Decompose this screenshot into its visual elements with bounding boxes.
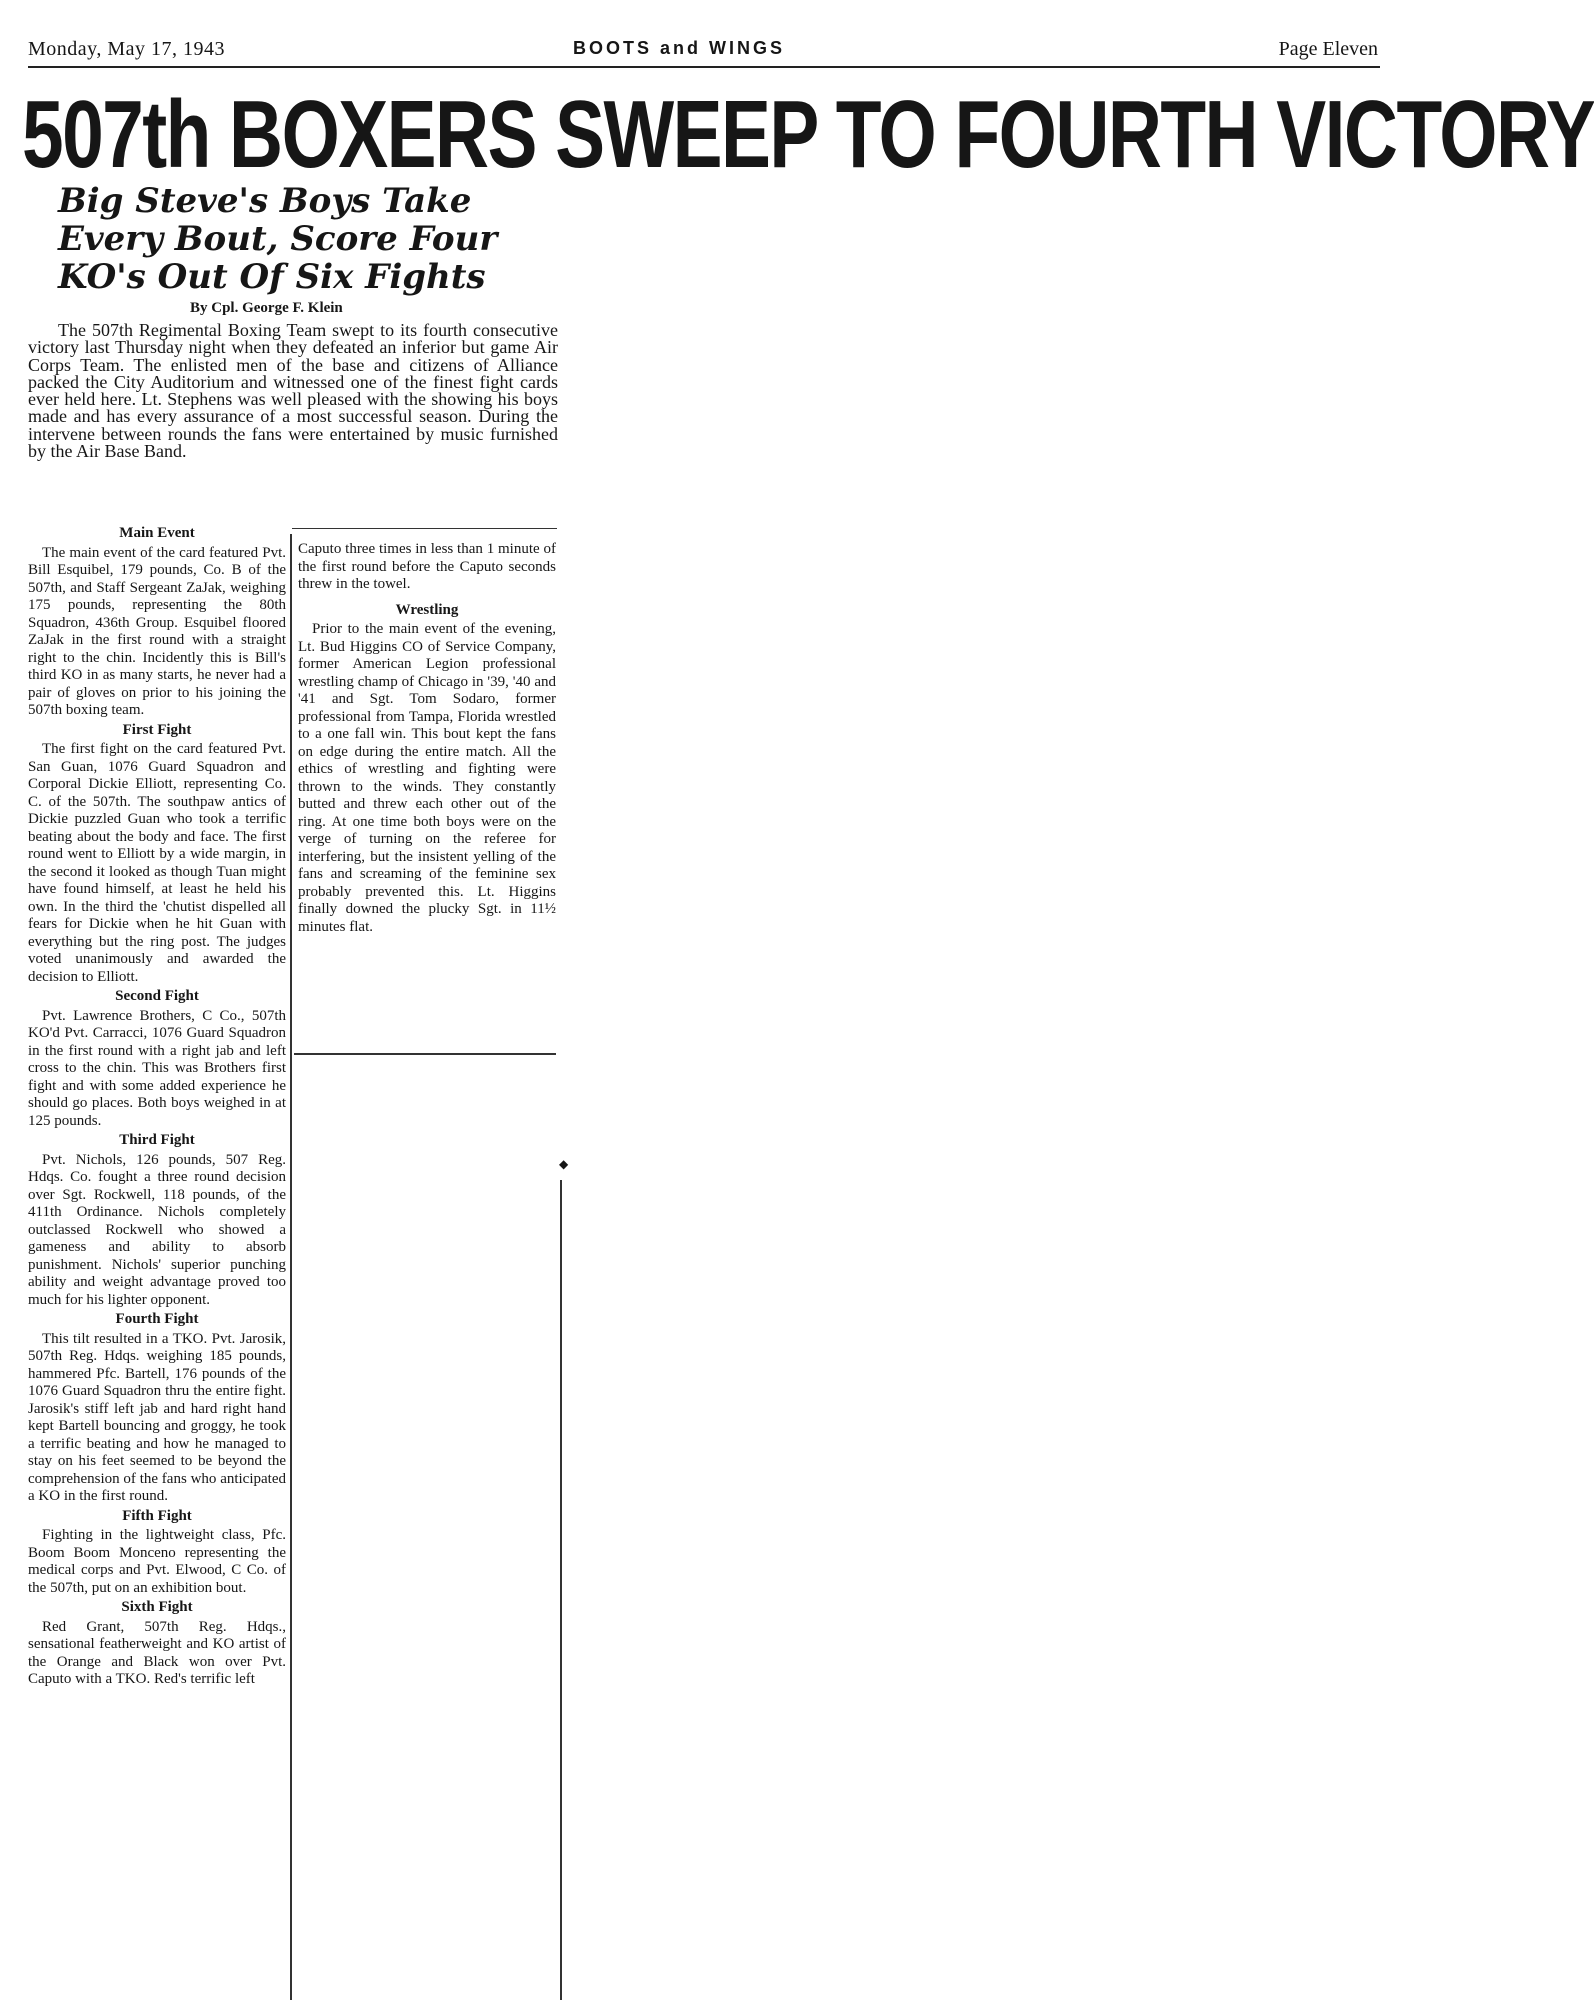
paragraph-fifth-fight: Fighting in the lightweight class, Pfc. Boom Boom Monceno representing the medical corps and Pvt. Elwood, C Co. of the 507th, put on an exhibition bout. [28,1527,286,1596]
paragraph-wrestling: Prior to the main event of the evening, Lt. Bud Higgins CO of Service Company, former American Legion professional wrestling champ of Chicago in '39, '40 and '41 and Sgt. Tom Sodaro, former professional from Tampa, Florida wrestled to a one fall win. This bout kept the fans on edge during the entire match. All the ethics of wrestling and fighting were thrown to the winds. They constantly butted and threw each other out of the ring. At one time both boys were on the verge of turning on the referee for interfering, but the insistent yelling of the fans and screaming of the feminine sex probably prevented this. Lt. Higgins finally downed the plucky Sgt. in 11½ minutes flat. [298,621,556,935]
paragraph-first-fight: The first fight on the card featured Pvt. San Guan, 1076 Guard Squadron and Corporal Dickie Elliott, representing Co. C. of the 507th. The southpaw antics of Dickie puzzled Guan who took a terrific beating about the body and face. The first round went to Elliott by a wide margin, in the second it looked as though Tuan might have found himself, at least he held his own. In the third the 'chutist dispelled all fears for Dickie when he hit Guan with everything but the ring post. The judges voted unanimously and awarded the decision to Elliott. [28,741,286,985]
byline: By Cpl. George F. Klein [190,300,343,316]
deck-line: Every Bout, Score Four [58,219,498,259]
subhead-first-fight: First Fight [122,721,192,738]
subhead-fourth-fight: Fourth Fight [115,1311,199,1327]
paragraph-fourth-fight: This tilt resulted in a TKO. Pvt. Jarosik, 507th Reg. Hdqs. weighing 185 pounds, hammered Pfc. Bartell, 176 pounds of the 1076 Guard Squadron thru the entire fight. Jarosik's stiff left jab and hard right hand kept Bartell bouncing and groggy, he took a terrific beating and how he managed to stay on his feet seemed to be beyond the comprehension of the fans who anticipated a KO in the first round. [28,1330,286,1504]
subhead-fifth-fight: Fifth Fight [122,1507,192,1524]
diamond-ornament-icon: ◆ [559,1157,569,1171]
paragraph-third-fight: Pvt. Nichols, 126 pounds, 507 Reg. Hdqs. Co. fought a three round decision over Sgt. Rockwell, 118 pounds, of the 411th Ordinance. Nichols completely outclassed Rockwell who showed a gameness and ability to absorb punishment. Nichols' superior punching ability and weight advantage proved too much for his lighter opponent. [28,1151,286,1308]
paragraph-sixth-fight-continued: Caputo three times in less than 1 minute of the first round before the Caputo seconds threw in the towel. [298,541,556,592]
deck [58,182,578,296]
masthead [28,38,1378,66]
paragraph-sixth-fight: Red Grant, 507th Reg. Hdqs., sensational featherweight and KO artist of the Orange and Black won over Pvt. Caputo with a TKO. Red's terrific left [28,1618,286,1687]
subhead-sixth-fight: Sixth Fight [121,1599,193,1615]
paper-name: BOOTS and WINGS [573,38,786,58]
page-number: Page Eleven [1278,38,1378,60]
article-column-2 [298,541,556,936]
issue-date: Monday, May 17, 1943 [28,38,226,60]
right-column-rule [560,1180,562,2000]
subhead-second-fight: Second Fight [115,988,199,1004]
column-vertical-rule [290,534,292,2000]
paragraph-main-event: The main event of the card featured Pvt. Bill Esquibel, 179 pounds, Co. B of the 507th, and Staff Sergeant ZaJak, weighing 175 pounds, representing the 80th Squadron, 436th Group. Esquibel floored ZaJak in the first round with a straight right to the chin. Incidently this is Bill's third KO in as many starts, he never had a pair of gloves on prior to his joining the 507th boxing team. [28,544,286,718]
subhead-main-event: Main Event [119,525,195,541]
masthead-rule [28,66,1380,68]
deck-line: Big Steve's Boys Take [58,181,472,221]
paragraph-second-fight: Pvt. Lawrence Brothers, C Co., 507th KO'd Pvt. Carracci, 1076 Guard Squadron in the first round with a right jab and left cross to the chin. This was Brothers first fight and with some added experience he should go places. Both boys weighed in at 125 pounds. [28,1007,286,1129]
subhead-wrestling: Wrestling [395,601,459,618]
column-end-rule [294,1053,556,1055]
column-divider-rule [292,528,557,529]
article-column-1 [28,523,286,1689]
deck-line: KO's Out Of Six Fights [58,257,486,297]
lead-paragraph: The 507th Regimental Boxing Team swept to its fourth consecutive victory last Thursday night when they defeated an inferior but game Air Corps Team. The enlisted men of the base and citizens of Alliance packed the City Auditorium and witnessed one of the finest fight cards ever held here. Lt. Stephens was well pleased with the showing his boys made and has every assurance of a most successful season. During the intervene between rounds the fans were entertained by music furnished by the Air Base Band. [28,320,558,462]
headline: 507th BOXERS SWEEP TO FOURTH VICTORY [22,81,1594,188]
subhead-third-fight: Third Fight [119,1132,195,1148]
